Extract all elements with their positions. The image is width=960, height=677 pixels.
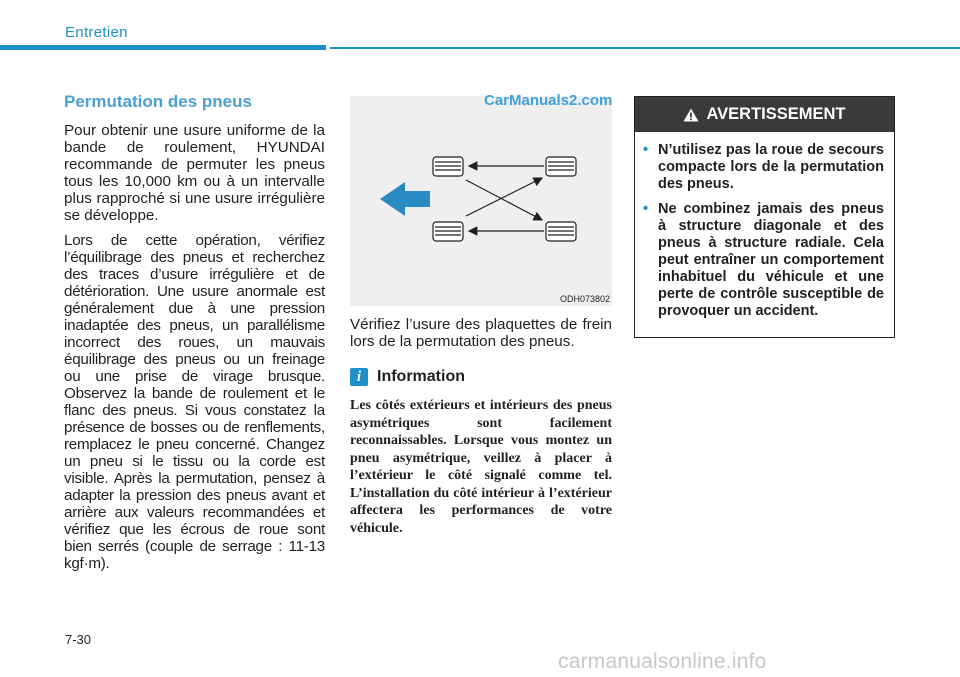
left-column: [64, 92, 325, 580]
page-number: 7-30: [65, 632, 92, 647]
paragraph-inspection: Lors de cette opération, vérifiez l’équilibrage des pneus et recherchez des traces d’usure irrégulière et de détérioration. Une usure anormale est généralement due à une pression inadaptée des pneus, un parallélisme incorrect des roues, un mauvais équilibrage des pneus ou un freinage ou une prise de virage brusque. Observez la bande de roulement et le flanc des pneus. Si vous constatez la présence de bosses ou de renflements, remplacez le pneu concerné. Changez un pneu si le tissu ou la corde est visible. Après la permutation, pensez à adapter la pression des pneus avant et arrière aux valeurs recommandées et vérifiez que les écrous de roue sont bien serrés (couple de serrage : 11-13 kgf·m).: [64, 232, 325, 572]
tire-rear-left: [546, 157, 576, 176]
header-rule-thin: [330, 47, 960, 49]
warning-list: [635, 132, 894, 320]
warning-title: AVERTISSEMENT: [706, 105, 846, 123]
warning-triangle-icon: [683, 108, 699, 122]
warning-item-tire-structure: • Ne combinez jamais des pneus à structure diagonale et des pneus à structure radiale. Cela peut entraîner un comportement inhabituel du véhicule et une perte de contrôle susceptible de provoquer un accident.: [643, 201, 884, 320]
section-heading: Permutation des pneus: [64, 92, 252, 111]
tire-rear-right: [546, 222, 576, 241]
rotation-arrow-front-right-to-rear-left: [466, 178, 542, 216]
tire-rotation-figure: [350, 92, 613, 306]
information-text: Les côtés extérieurs et intérieurs des pneus asymétriques sont facilement reconnaissables. Lorsque vous montez un pneu asymétrique, veillez à placer à l’extérieur le côté signalé comme tel. L’installation du côté intérieur à l’extérieur affectera les performances de votre véhicule.: [350, 398, 612, 536]
rotation-arrow-front-left-to-rear-right: [466, 180, 542, 220]
tire-front-right: [433, 222, 463, 241]
footer-watermark: carmanualsonline.info: [558, 650, 767, 673]
figure-code: ODH073802: [559, 294, 610, 304]
tire-front-left: [433, 157, 463, 176]
middle-column: [350, 92, 613, 537]
paragraph-intro: Pour obtenir une usure uniforme de la bande de roulement, HYUNDAI recommande de permuter les pneus tous les 10,000 km ou à un intervalle plus rapproché si une usure irrégulière se développe.: [64, 122, 325, 224]
warning-box: [634, 96, 895, 338]
watermark-carmanuals: CarManuals2.com: [484, 92, 613, 109]
info-icon: i: [350, 368, 368, 386]
information-title: Information: [377, 368, 465, 385]
warning-header: [635, 97, 894, 132]
header-rule-thick: [0, 45, 326, 50]
warning-item-spare-tire: • N’utilisez pas la roue de secours compacte lors de la permutation des pneus.: [643, 142, 884, 193]
paragraph-brake-pads: Vérifiez l’usure des plaquettes de frein lors de la permutation des pneus.: [350, 316, 612, 350]
forward-direction-arrow: [380, 182, 430, 216]
information-header: [350, 368, 612, 386]
section-title: Entretien: [65, 24, 128, 41]
tire-rotation-diagram: [350, 96, 612, 306]
